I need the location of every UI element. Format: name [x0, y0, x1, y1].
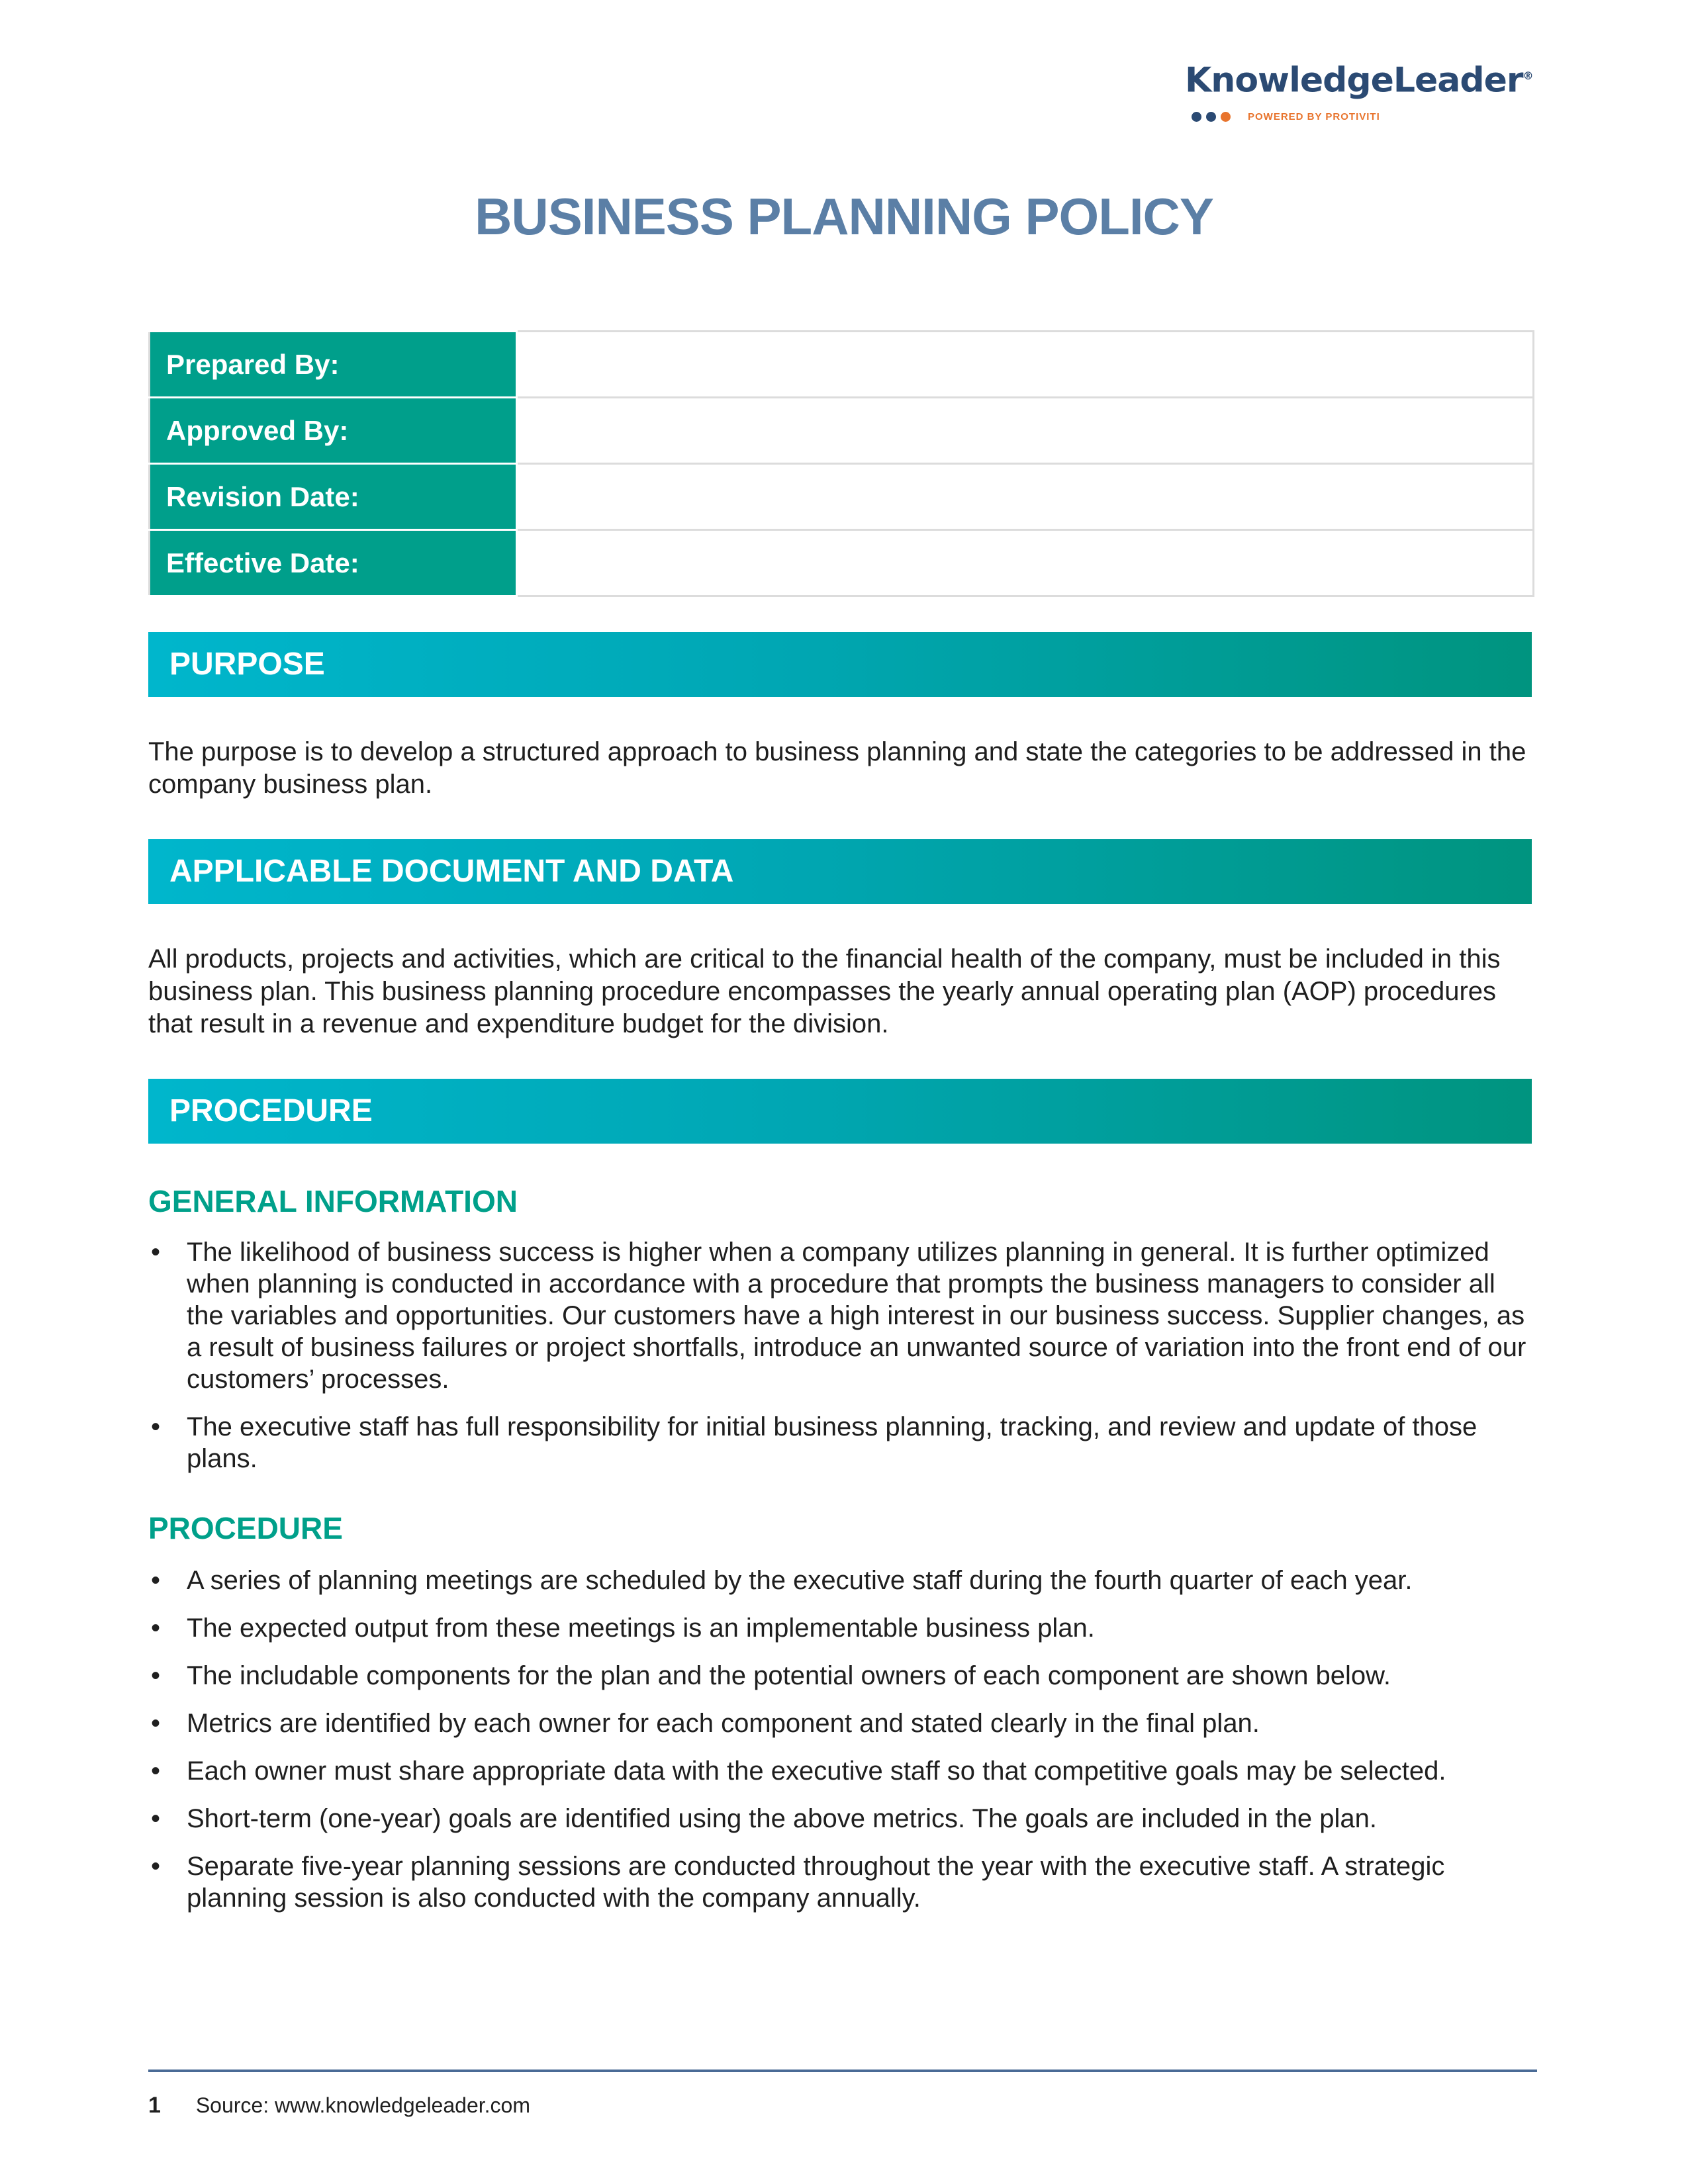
meta-value-field[interactable]	[517, 398, 1534, 464]
section-heading-procedure: PROCEDURE	[148, 1079, 1532, 1144]
list-item: • Separate five-year planning sessions are conducted throughout the year with the executive staff. A strategic planning session is also conducted with the company annually.	[151, 1852, 1445, 1913]
meta-label: Effective Date:	[150, 530, 517, 596]
brand-tagline: POWERED BY PROTIVITI	[1248, 111, 1380, 123]
knowledgeleader-logo	[1185, 53, 1533, 123]
section-heading-applicable-document: APPLICABLE DOCUMENT AND DATA	[148, 839, 1532, 904]
page-footer	[148, 2093, 530, 2118]
list-item: • Metrics are identified by each owner for each component and stated clearly in the final plan.	[151, 1709, 1260, 1738]
list-item: • The likelihood of business success is higher when a company utilizes planning in general. It is further optimized when planning is conducted in accordance with a procedure that prompts the business managers to consider all the variables and opportunities. Our customers have a high interest in our business success. Supplier changes, as a result of business failures or project shortfalls, introduce an unwanted source of variation into the front end of our customers’ processes.	[151, 1238, 1526, 1394]
list-item: • A series of planning meetings are scheduled by the executive staff during the fourth quarter of each year.	[151, 1566, 1413, 1595]
list-item: • Short-term (one-year) goals are identified using the above metrics. The goals are included in the plan.	[151, 1804, 1378, 1833]
section-heading-purpose: PURPOSE	[148, 632, 1532, 697]
applicable-body: All products, projects and activities, which are critical to the financial health of the company, must be included in this business plan. This business planning procedure encompasses the yearly annual operating plan (AOP) procedures that result in a revenue and expenditure budget for the division.	[148, 944, 1501, 1038]
brand-name: KnowledgeLeader®	[1185, 60, 1533, 101]
footer-divider	[148, 2070, 1537, 2072]
meta-value-field[interactable]	[517, 464, 1534, 530]
general-information-list	[148, 1236, 1538, 1490]
list-item: • The includable components for the plan and the potential owners of each component are shown below.	[151, 1661, 1391, 1690]
footer-source: Source: www.knowledgeleader.com	[195, 2093, 530, 2117]
list-item: • Each owner must share appropriate data with the executive staff so that competitive goals may be selected.	[151, 1756, 1446, 1786]
meta-row-revision-date	[150, 464, 1534, 530]
meta-label: Revision Date:	[150, 464, 517, 530]
subheading-general-information: GENERAL INFORMATION	[148, 1184, 518, 1218]
purpose-body: The purpose is to develop a structured approach to business planning and state the categories to be addressed in the company business plan.	[148, 737, 1526, 799]
meta-value-field[interactable]	[517, 332, 1534, 398]
meta-row-effective-date	[150, 530, 1534, 596]
meta-row-approved-by	[150, 398, 1534, 464]
procedure-steps-list	[148, 1565, 1538, 1930]
brand-dots-icon	[1192, 112, 1231, 122]
meta-label: Approved By:	[150, 398, 517, 464]
subheading-procedure: PROCEDURE	[148, 1511, 343, 1545]
page-title: BUSINESS PLANNING POLICY	[475, 187, 1213, 246]
meta-label: Prepared By:	[150, 332, 517, 398]
meta-value-field[interactable]	[517, 530, 1534, 596]
document-meta-table	[148, 330, 1534, 597]
list-item: • The expected output from these meetings is an implementable business plan.	[151, 1614, 1095, 1643]
list-item: • The executive staff has full responsibility for initial business planning, tracking, and review and update of those plans.	[151, 1412, 1477, 1473]
meta-row-prepared-by	[150, 332, 1534, 398]
page-number: 1	[148, 2093, 161, 2118]
